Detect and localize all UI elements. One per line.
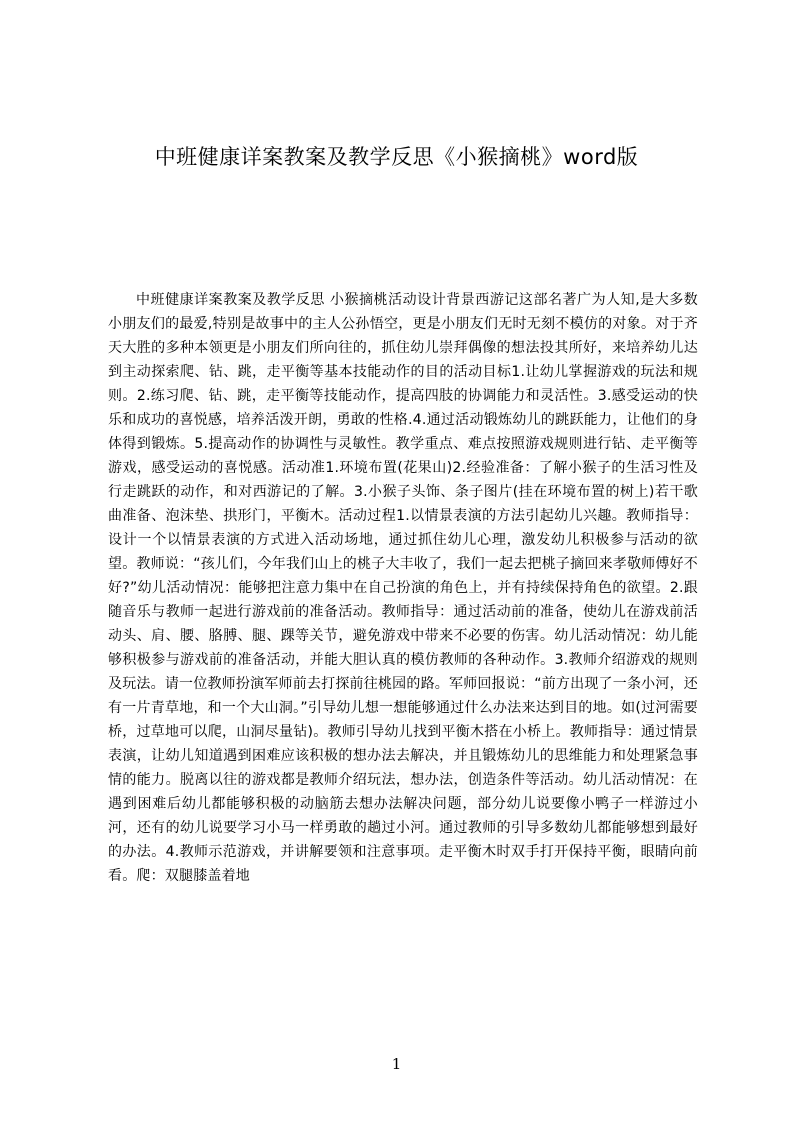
document-title: 中班健康详案教案及教学反思《小猴摘桃》word版 [154,145,639,169]
body-paragraph: 中班健康详案教案及教学反思 小猴摘桃活动设计背景西游记这部名著广为人知,是大多数小朋友们的最爱,特别是故事中的主人公孙悟空，更是小朋友们无时无刻不模仿的对象。对于齐天大胜的多种本领更是小朋友们所向往的，抓住幼儿崇拜偶像的想法投其所好，来培养幼儿达到主动探索爬、钻、跳，走平衡等基本技能动作的目的活动目标1.让幼儿掌握游戏的玩法和规则。2.练习爬、钻、跳，走平衡等技能动作，提高四肢的协调能力和灵活性。3.感受运动的快乐和成功的喜悦感，培养活泼开朗，勇敢的性格.4.通过活动锻炼幼儿的跳跃能力，让他们的身体得到锻炼。5.提高动作的协调性与灵敏性。教学重点、难点按照游戏规则进行钻、走平衡等游戏，感受运动的喜悦感。活动准1.环境布置(花果山)2.经验准备：了解小猴子的生活习性及行走跳跃的动作，和对西游记的了解。3.小猴子头饰、条子图片(挂在环境布置的树上)若干歌曲准备、泡沫垫、拱形门，平衡木。活动过程1.以情景表演的方法引起幼儿兴趣。教师指导：设计一个以情景表演的方式进入活动场地，通过抓住幼儿心理，激发幼儿积极参与活动的欲望。教师说：“孩儿们，今年我们山上的桃子大丰收了，我们一起去把桃子摘回来孝敬师傅好不好?”幼儿活动情况：能够把注意力集中在自己扮演的角色上，并有持续保持角色的欲望。2.跟随音乐与教师一起进行游戏前的准备活动。教师指导：通过活动前的准备，使幼儿在游戏前活动头、肩、腰、胳膊、腿、踝等关节，避免游戏中带来不必要的伤害。幼儿活动情况：幼儿能够积极参与游戏前的准备活动，并能大胆认真的模仿教师的各种动作。3.教师介绍游戏的规则及玩法。请一位教师扮演军师前去打探前往桃园的路。军师回报说：“前方出现了一条小河，还有一片青草地，和一个大山洞。”引导幼儿想一想能够通过什么办法来达到目的地。如(过河需要桥，过草地可以爬，山洞尽量钻)。教师引导幼儿找到平衡木搭在小桥上。教师指导：通过情景表演，让幼儿知道遇到困难应该积极的想办法去解决，并且锻炼幼儿的思维能力和处理紧急事情的能力。脱离以往的游戏都是教师介绍玩法，想办法，创造条件等活动。幼儿活动情况：在遇到困难后幼儿都能够积极的动脑筋去想办法解决问题，部分幼儿说要像小鸭子一样游过小河，还有的幼儿说要学习小马一样勇敢的趟过小河。通过教师的引导多数幼儿都能够想到最好的办法。4.教师示范游戏，并讲解要领和注意事项。走平衡木时双手打开保持平衡，眼睛向前看。爬：双腿膝盖着地 [108,292,698,884]
page-number: 1 [391,1055,402,1073]
